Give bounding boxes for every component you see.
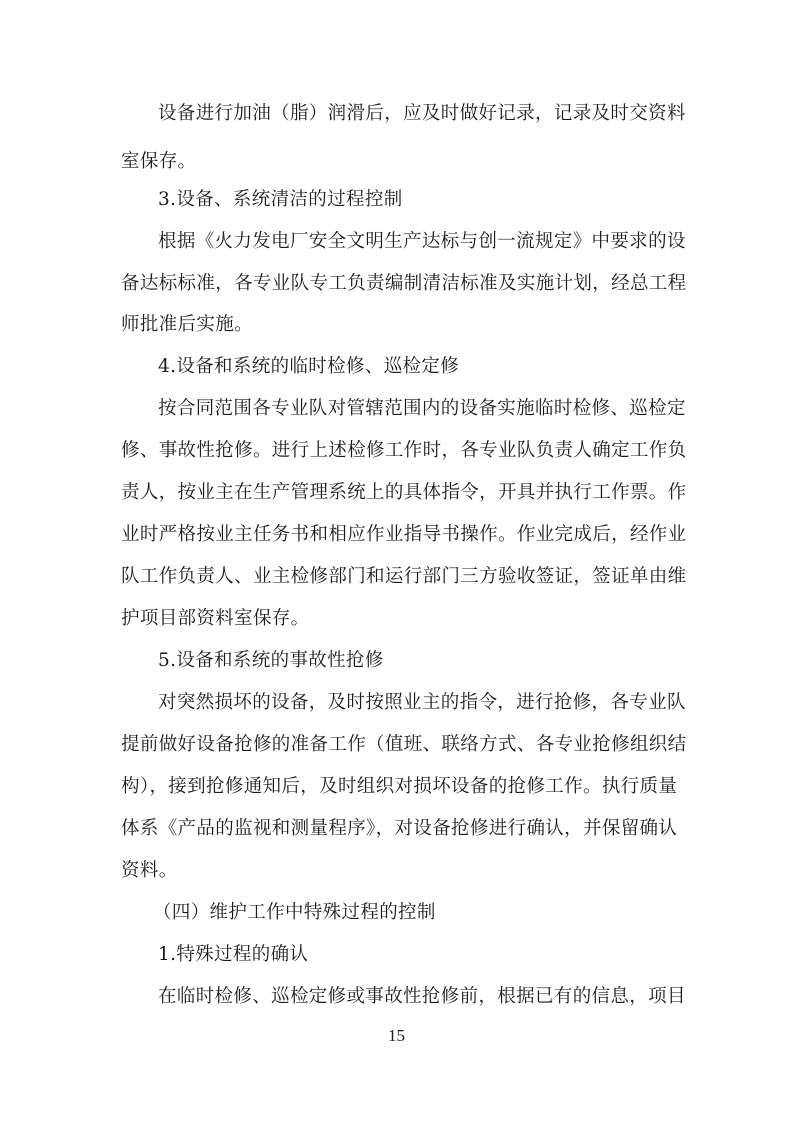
paragraph-line: 室保存。: [121, 151, 197, 172]
paragraph-line: 备达标标准，各专业队专工负责编制清洁标准及实施计划，经总工程: [121, 273, 687, 294]
paragraph-line: 修、事故性抢修。进行上述检修工作时，各专业队负责人确定工作负: [121, 440, 687, 461]
paragraph-line: 构），接到抢修通知后，及时组织对损坏设备的抢修工作。执行质量: [121, 776, 678, 797]
paragraph-line: 设备进行加油（脂）润滑后，应及时做好记录，记录及时交资料: [158, 103, 686, 124]
page-number: 15: [388, 1026, 405, 1045]
paragraph-line: 提前做好设备抢修的准备工作（值班、联络方式、各专业抢修组织结: [121, 734, 687, 755]
paragraph-line: 对突然损坏的设备，及时按照业主的指令，进行抢修，各专业队: [158, 692, 686, 713]
paragraph-line: 资料。: [121, 860, 178, 881]
paragraph-line: 根据《火力发电厂安全文明生产达标与创一流规定》中要求的设: [158, 231, 686, 252]
section-heading: 3.设备、系统清洁的过程控制: [158, 189, 403, 210]
paragraph-line: 师批准后实施。: [121, 314, 253, 335]
paragraph-line: 体系《产品的监视和测量程序》，对设备抢修进行确认，并保留确认: [121, 818, 678, 839]
section-heading: 5.设备和系统的事故性抢修: [158, 650, 384, 671]
paragraph-line: 责人，按业主在生产管理系统上的具体指令，开具并执行工作票。作: [121, 482, 687, 503]
section-heading: （四）维护工作中特殊过程的控制: [153, 902, 436, 923]
section-heading: 1.特殊过程的确认: [158, 944, 309, 965]
section-heading: 4.设备和系统的临时检修、巡检定修: [158, 356, 460, 377]
paragraph-line: 护项目部资料室保存。: [121, 608, 310, 629]
paragraph-line: 按合同范围各专业队对管辖范围内的设备实施临时检修、巡检定: [158, 398, 686, 419]
paragraph-line: 队工作负责人、业主检修部门和运行部门三方验收签证，签证单由维: [121, 566, 687, 587]
paragraph-line: 在临时检修、巡检定修或事故性抢修前，根据已有的信息，项目: [158, 986, 686, 1007]
paragraph-line: 业时严格按业主任务书和相应作业指导书操作。作业完成后，经作业: [121, 524, 687, 545]
